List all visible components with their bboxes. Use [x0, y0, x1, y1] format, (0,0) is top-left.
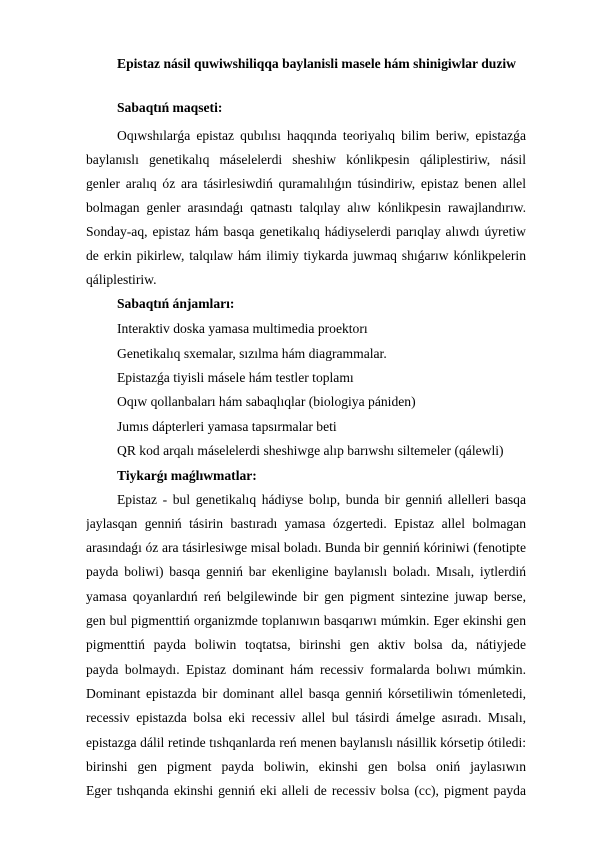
equipment-heading: Sabaqtıń ánjamları: [117, 296, 235, 311]
aim-line: Oqıwshılarǵa epistaz qubılısı haqqında teoriyalıq bilim beriw, epistazǵa [117, 128, 526, 143]
aim-heading: Sabaqtıń maqseti: [117, 100, 223, 115]
aim-line: Sonday-aq, epistaz hám basqa genetikalıq hádiyselerdi parıqlay alıwdı úyretiw [86, 224, 526, 239]
concepts-line: epistazga dálil retinde tıshqanlarda reń menen baylanıslı násillik kórsetip ótiledi: [86, 735, 526, 750]
concepts-line: yamasa qoyanlardıń reń belgilewinde bir gen pigment sintezine juwap berse, [86, 589, 526, 604]
concepts-line: arasındaǵı óz ara tásirlesiwge misal boladı. Bunda bir genniń kóriniwi (fenotipte [86, 540, 526, 555]
concepts-line: recessiv epistazda bolsa eki recessiv allel bul tásirdi ámelge asıradı. Mısalı, [86, 710, 526, 725]
concepts-line: pigmenttiń payda boliwin toqtatsa, birinshi gen aktiv bolsa da, nátiyjede [86, 637, 526, 652]
document-title: Epistaz násil quwiwshiliqqa baylanisli masele hám shinigiwlar duziw [117, 56, 516, 71]
concepts-line: Dominant epistazda bir dominant allel basqa genniń kórsetiliwin tómenletedi, [86, 686, 526, 701]
concepts-heading: Tiykarǵı maǵlıwmatlar: [117, 468, 257, 483]
equipment-item: QR kod arqalı máselelerdi sheshiwge alıp barıwshı siltemeler (qálewli) [117, 443, 504, 458]
equipment-item: Jumıs dápterleri yamasa tapsırmalar beti [117, 419, 337, 434]
concepts-line: gen bul pigmenttiń organizmde toplanıwın basqarıwı múmkin. Eger ekinshi gen [86, 613, 526, 628]
concepts-line: payda boliwi) basqa genniń bar ekenligine baylanıslı boladı. Mısalı, iytlerdiń [86, 564, 526, 579]
concepts-line: jaylasqan genniń tásirin bastıradı yamasa ózgertedi. Epistaz allel bolmagan [86, 516, 526, 531]
concepts-line: Epistaz - bul genetikalıq hádiyse bolıp, bunda bir genniń allelleri basqa [117, 492, 526, 507]
aim-line: de erkin pikirlew, talqılaw hám ilimiy tiykarda juwmaq shıǵarıw kónlikpelerin [86, 248, 526, 263]
aim-line: bolmagan genler arasındaǵı qatnastı talqılay alıw kónlikpesin rawajlandırıw. [86, 200, 526, 215]
equipment-item: Interaktiv doska yamasa multimedia proektorı [117, 321, 368, 336]
equipment-item: Epistazǵa tiyisli másele hám testler toplamı [117, 370, 354, 385]
concepts-line: payda bolmaydı. Epistaz dominant hám recessiv formalarda bolıwı múmkin. [86, 662, 526, 677]
aim-line: baylanıslı genetikalıq máselelerdi sheshiw kónlikpesin qáliplestiriw, násil [86, 152, 526, 167]
equipment-item: Genetikalıq sxemalar, sızılma hám diagrammalar. [117, 346, 387, 361]
concepts-line: Eger tıshqanda ekinshi genniń eki alleli de recessiv bolsa (cc), pigment payda [86, 783, 526, 798]
concepts-line: birinshi gen pigment payda boliwin, ekinshi gen bolsa oniń jaylasıwın [86, 759, 526, 774]
aim-line: genler aralıq óz ara tásirlesiwdiń quramalılıǵın túsindiriw, epistaz benen allel [86, 176, 526, 191]
aim-line: qáliplestiriw. [86, 272, 157, 287]
equipment-item: Oqıw qollanbaları hám sabaqlıqlar (biologiya pániden) [117, 394, 416, 409]
